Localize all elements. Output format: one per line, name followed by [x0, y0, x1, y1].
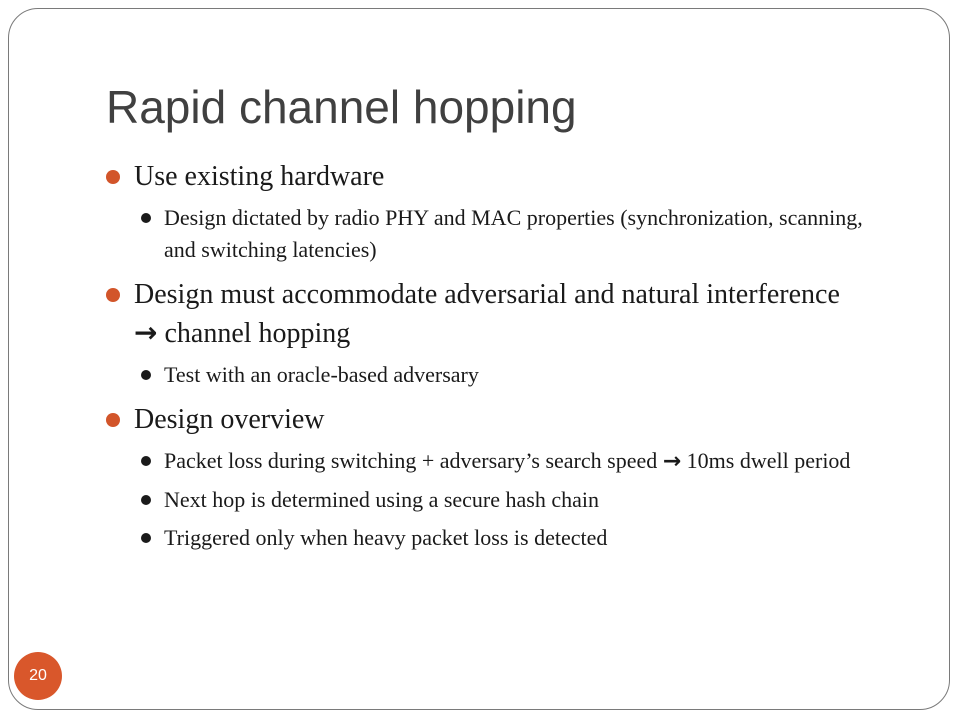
sub-bullet-text-part-b: 10ms dwell period	[686, 448, 851, 473]
bullet-dot-icon	[106, 413, 120, 427]
bullet-text: Use existing hardware	[134, 161, 385, 192]
bullet-text-part-b: channel hopping	[164, 318, 351, 349]
sub-bullet-next-hop	[106, 484, 866, 516]
bullet-text-part-a: Design must accommodate adversarial and natural interference	[134, 279, 840, 310]
sub-bullet-test-oracle	[106, 359, 866, 391]
sub-bullet-dot-icon	[141, 533, 151, 543]
bullet-dot-icon	[106, 288, 120, 302]
sub-bullet-dot-icon	[141, 370, 151, 380]
sub-bullet-text: Triggered only when heavy packet loss is detected	[164, 525, 608, 550]
bullet-dot-icon	[106, 170, 120, 184]
right-arrow-icon: →	[134, 316, 158, 349]
bullet-design-overview	[106, 401, 866, 439]
sub-bullet-triggered	[106, 522, 866, 554]
page-number-badge: 20	[14, 652, 62, 700]
sub-bullet-text-part-a: Packet loss during switching + adversary’s search speed	[164, 448, 658, 473]
slide-title: Rapid channel hopping	[106, 81, 577, 133]
sub-bullet-dot-icon	[141, 456, 151, 466]
sub-bullet-packet-loss	[106, 445, 866, 478]
slide-content	[106, 158, 866, 554]
sub-bullet-text: Design dictated by radio PHY and MAC properties (synchronization, scanning, and switching latencies)	[164, 205, 863, 262]
bullet-use-existing-hardware	[106, 158, 866, 196]
sub-bullet-dot-icon	[141, 213, 151, 223]
bullet-design-must-accommodate	[106, 276, 866, 353]
sub-bullet-dot-icon	[141, 495, 151, 505]
bullet-text: Design overview	[134, 404, 325, 435]
sub-bullet-text: Test with an oracle-based adversary	[164, 362, 479, 387]
sub-bullet-design-dictated	[106, 202, 866, 266]
sub-bullet-text: Next hop is determined using a secure hash chain	[164, 487, 599, 512]
right-arrow-icon: →	[662, 449, 682, 474]
